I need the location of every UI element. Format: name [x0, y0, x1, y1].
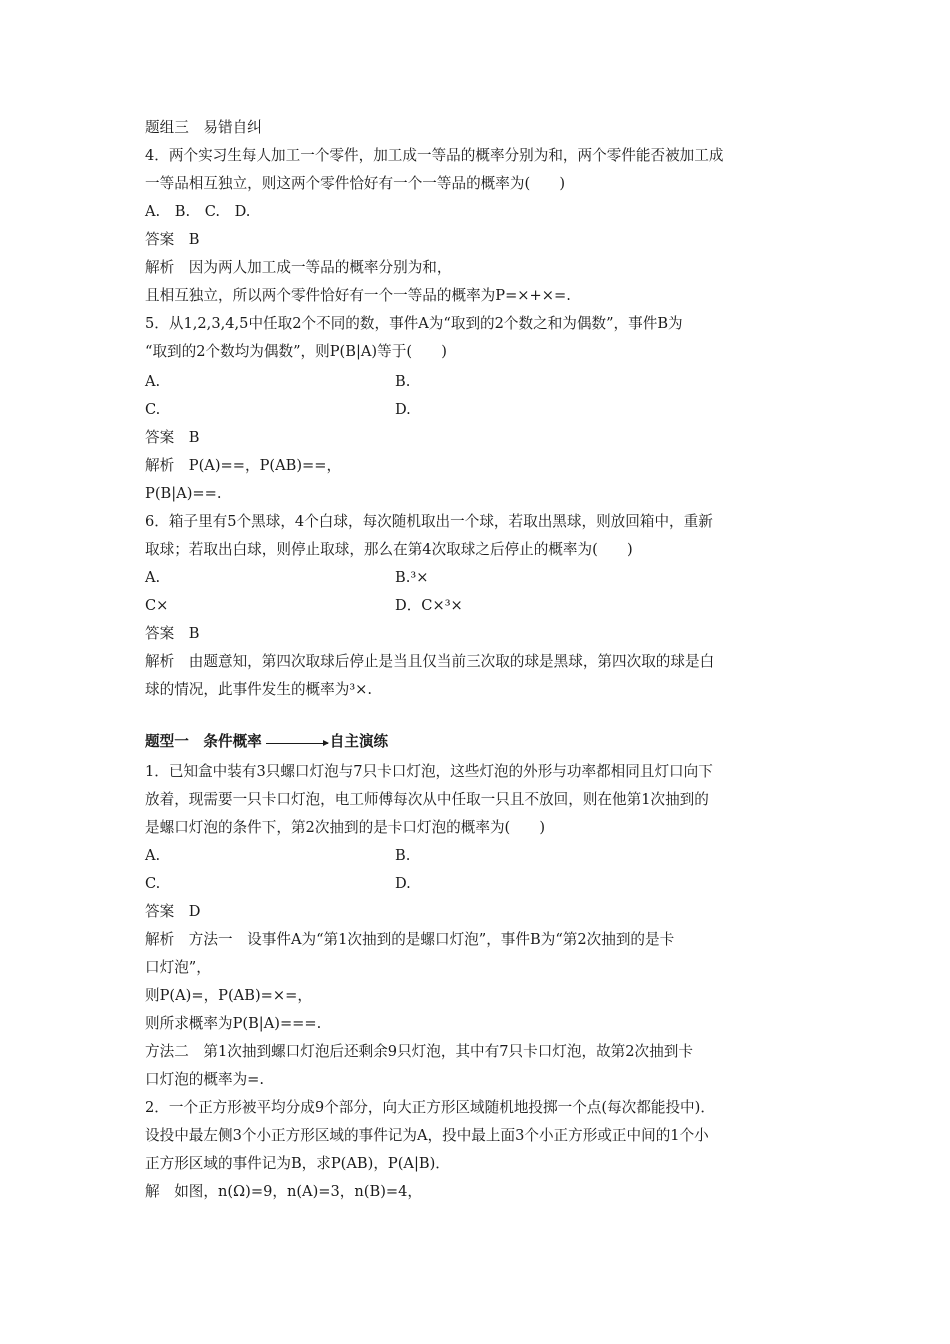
p1-options-row1: [145, 846, 545, 866]
p1-options-row2: [145, 874, 545, 894]
q4-analysis-line1: 解析 因为两人加工成一等品的概率分别为和，: [145, 259, 452, 276]
p2-solution: 解 如图，n(Ω)=9，n(A)=3，n(B)=4，: [145, 1183, 423, 1200]
q4-options: A. B. C. D.: [145, 203, 251, 220]
q6-options-row2: [145, 596, 545, 616]
q6-option-c: C×: [145, 597, 169, 614]
q6-option-d: D．C×³×: [395, 597, 463, 614]
q4-analysis-line2: 且相互独立，所以两个零件恰好有一个一等品的概率为P=×+×=.: [145, 287, 571, 304]
p1-method2-line1: 方法二 第1次抽到螺口灯泡后还剩余9只灯泡，其中有7只卡口灯泡，故第2次抽到卡: [145, 1043, 693, 1060]
p1-stem-line3: 是螺口灯泡的条件下，第2次抽到的是卡口灯泡的概率为( ): [145, 819, 546, 836]
p2-stem-line1: 2．一个正方形被平均分成9个部分，向大正方形区域随机地投掷一个点(每次都能投中)．: [145, 1099, 715, 1116]
p2-stem-line3: 正方形区域的事件记为B，求P(AB)，P(A|B)．: [145, 1155, 450, 1172]
q6-analysis-line1: 解析 由题意知，第四次取球后停止是当且仅当前三次取的球是黑球，第四次取的球是白: [145, 653, 715, 670]
section-heading: [145, 732, 388, 752]
q6-option-b: B.³×: [395, 569, 429, 586]
q4-stem-line1: 4．两个实习生每人加工一个零件，加工成一等品的概率分别为和，两个零件能否被加工成: [145, 147, 724, 164]
group-title: 题组三 易错自纠: [145, 119, 262, 136]
p1-option-a: A.: [145, 847, 161, 864]
p1-stem-line1: 1．已知盒中装有3只螺口灯泡与7只卡口灯泡，这些灯泡的外形与功率都相同且灯口向下: [145, 763, 713, 780]
q6-answer: 答案 B: [145, 625, 200, 642]
p1-analysis-line3: 则P(A)=，P(AB)=×=，: [145, 987, 312, 1004]
p1-answer: 答案 D: [145, 903, 201, 920]
p1-analysis-line4: 则所求概率为P(B|A)===.: [145, 1015, 322, 1032]
q5-option-a: A.: [145, 373, 161, 390]
q5-analysis-line1: 解析 P(A)==，P(AB)==，: [145, 457, 342, 474]
p1-stem-line2: 放着，现需要一只卡口灯泡，电工师傅每次从中任取一只且不放回，则在他第1次抽到的: [145, 791, 709, 808]
q5-stem-line2: “取到的2个数均为偶数”，则P(B|A)等于( ): [145, 343, 447, 360]
q6-stem-line2: 取球；若取出白球，则停止取球，那么在第4次取球之后停止的概率为( ): [145, 541, 633, 558]
q5-stem-line1: 5．从1,2,3,4,5中任取2个不同的数，事件A为“取到的2个数之和为偶数”，事件B为: [145, 315, 683, 332]
q6-options-row1: [145, 568, 545, 588]
p1-option-b: B.: [395, 847, 411, 864]
p1-analysis-line1: 解析 方法一 设事件A为“第1次抽到的是螺口灯泡”，事件B为“第2次抽到的是卡: [145, 931, 675, 948]
p1-option-c: C.: [145, 875, 161, 892]
q4-answer: 答案 B: [145, 231, 200, 248]
q6-stem-line1: 6．箱子里有5个黑球，4个白球，每次随机取出一个球，若取出黑球，则放回箱中，重新: [145, 513, 713, 530]
q5-options-row2: [145, 400, 545, 420]
p1-method2-line2: 口灯泡的概率为=.: [145, 1071, 265, 1088]
q5-option-c: C.: [145, 401, 161, 418]
q5-options-row1: [145, 372, 545, 392]
p2-stem-line2: 设投中最左侧3个小正方形区域的事件记为A，投中最上面3个小正方形或正中间的1个小: [145, 1127, 709, 1144]
q5-answer: 答案 B: [145, 429, 200, 446]
q5-option-d: D.: [395, 401, 411, 418]
arrow-icon: [266, 743, 328, 744]
q6-option-a: A.: [145, 569, 161, 586]
q4-stem-line2: 一等品相互独立，则这两个零件恰好有一个一等品的概率为( ): [145, 175, 566, 192]
q5-analysis-line2: P(B|A)==.: [145, 485, 222, 502]
q6-analysis-line2: 球的情况，此事件发生的概率为³×.: [145, 681, 373, 698]
section-title: 题型一 条件概率: [145, 733, 262, 750]
section-tag: 自主演练: [329, 733, 389, 750]
p1-option-d: D.: [395, 875, 411, 892]
p1-analysis-line2: 口灯泡”，: [145, 959, 211, 976]
q5-option-b: B.: [395, 373, 411, 390]
